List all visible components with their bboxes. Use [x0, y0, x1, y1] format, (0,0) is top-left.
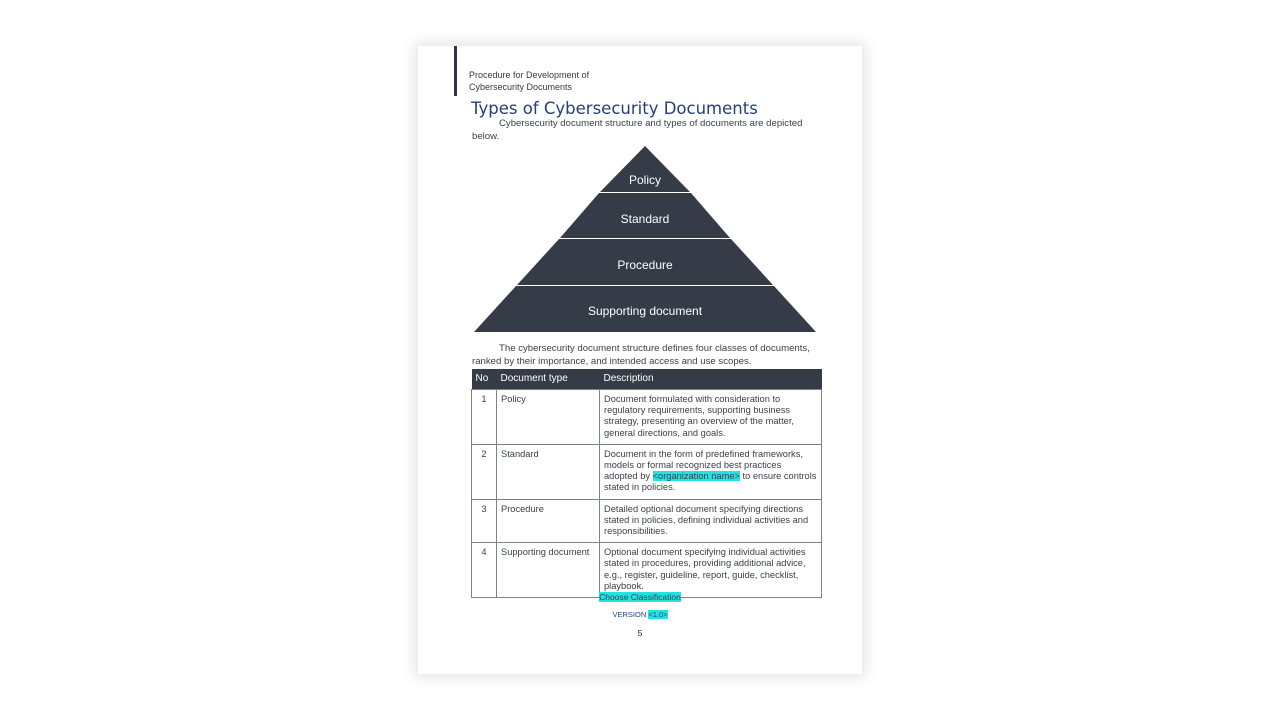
table-row — [472, 390, 822, 445]
row-document-type: Procedure — [497, 499, 600, 543]
column-header-no: No — [472, 369, 497, 390]
table-row — [472, 543, 822, 598]
pyramid-label-standard: Standard — [620, 212, 670, 226]
row-document-type: Standard — [497, 444, 600, 499]
column-header-description: Description — [600, 369, 822, 390]
row-document-type: Supporting document — [497, 543, 600, 598]
row-description: Optional document specifying individual activities stated in procedures, providing additional advice, e.g., register, guideline, report, guide, checklist, playbook. — [600, 543, 822, 598]
row-description — [600, 444, 822, 499]
table-header-row — [472, 369, 822, 390]
version-footer — [418, 610, 862, 619]
pyramid-label-procedure: Procedure — [617, 258, 673, 272]
table-row — [472, 499, 822, 543]
pyramid-label-supporting: Supporting document — [587, 304, 703, 318]
column-header-type: Document type — [497, 369, 600, 390]
header-line-1: Procedure for Development of — [469, 70, 590, 80]
document-pyramid-diagram — [474, 146, 816, 334]
version-label: VERSION — [612, 610, 649, 619]
row-document-type: Policy — [497, 390, 600, 445]
pyramid-label-policy: Policy — [628, 173, 662, 187]
row-number: 4 — [472, 543, 497, 598]
row-number: 1 — [472, 390, 497, 445]
running-header — [469, 69, 629, 93]
header-accent-bar — [454, 46, 457, 96]
page-number: 5 — [637, 628, 643, 638]
structure-paragraph: The cybersecurity document structure defines four classes of documents, ranked by their importance, and intended access and use scopes. — [472, 343, 810, 367]
organization-name-placeholder[interactable]: <organization name> — [652, 471, 740, 482]
table-row — [472, 444, 822, 499]
header-line-2: Cybersecurity Documents — [469, 82, 573, 92]
classification-footer — [418, 592, 862, 602]
description-text-after: to ensure controls stated in policies. — [604, 471, 817, 493]
section-title: Types of Cybersecurity Documents — [471, 99, 758, 118]
intro-paragraph: Cybersecurity document structure and types of documents are depicted below. — [472, 118, 803, 142]
document-types-table — [471, 369, 822, 598]
row-number: 2 — [472, 444, 497, 499]
row-number: 3 — [472, 499, 497, 543]
row-description: Detailed optional document specifying directions stated in policies, defining individual activities and responsibilities. — [600, 499, 822, 543]
document-page — [418, 46, 862, 674]
classification-dropdown[interactable]: Choose Classification — [599, 592, 681, 602]
row-description: Document formulated with consideration to regulatory requirements, supporting business strategy, presenting an overview of the matter, general directions, and goals. — [600, 390, 822, 445]
description-text-before: Document in the form of predefined frameworks, models or formal recognized best practices adopted by — [604, 448, 803, 482]
version-value-placeholder[interactable]: <1.0> — [648, 610, 668, 619]
